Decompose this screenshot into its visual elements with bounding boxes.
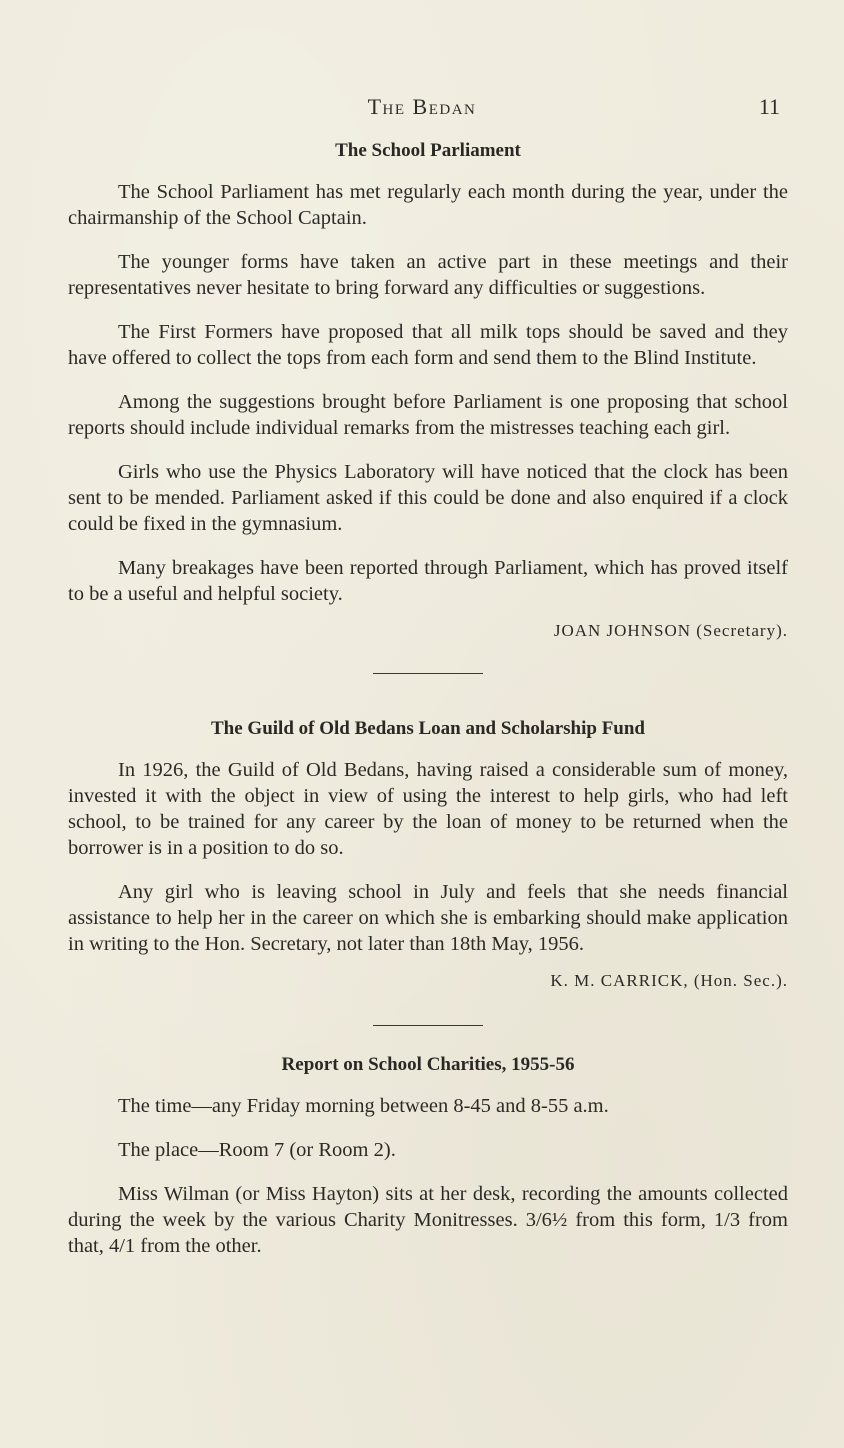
paragraph: The place—Room 7 (or Room 2). — [118, 1139, 396, 1161]
paragraph: Any girl who is leaving school in July and feels that she needs financial assistance to help her in the career on which she is embarking should make application in writing to the Hon. Secretary, not later than 18th May, 1956. — [68, 881, 788, 955]
paragraph: Many breakages have been reported through Parliament, which has proved itself to be a useful and helpful society. — [68, 557, 788, 605]
paragraph: The younger forms have taken an active part in these meetings and their representatives never hesitate to bring forward any difficulties or suggestions. — [68, 251, 788, 299]
text-column — [68, 140, 788, 1259]
section-heading: Report on School Charities, 1955-56 — [281, 1054, 575, 1075]
running-title: The Bedan — [367, 94, 477, 119]
paragraph: The First Formers have proposed that all milk tops should be saved and they have offered to collect the tops from each form and send them to the Blind Institute. — [68, 321, 788, 369]
section-school-parliament — [68, 140, 788, 641]
page-header — [0, 94, 844, 124]
section-heading: The School Parliament — [335, 140, 521, 161]
paragraph: Girls who use the Physics Laboratory will have noticed that the clock has been sent to be mended. Parliament asked if this could be done and also enquired if a clock could be fixed in the gymnasium. — [68, 461, 788, 535]
section-heading: The Guild of Old Bedans Loan and Scholarship Fund — [211, 718, 645, 739]
section-divider — [373, 1025, 483, 1026]
paragraph: The time—any Friday morning between 8-45 and 8-55 a.m. — [118, 1095, 609, 1117]
section-school-charities — [68, 1054, 788, 1259]
paragraph: Miss Wilman (or Miss Hayton) sits at her desk, recording the amounts collected during the week by the various Charity Monitresses. 3/6½ from this form, 1/3 from that, 4/1 from the other. — [68, 1183, 788, 1257]
signature: JOAN JOHNSON (Secretary). — [553, 621, 788, 640]
page-number: 11 — [758, 94, 780, 119]
paragraph: The School Parliament has met regularly each month during the year, under the chairmanship of the School Captain. — [68, 181, 788, 229]
section-divider — [373, 673, 483, 674]
section-guild-loan-fund — [68, 718, 788, 991]
paragraph: Among the suggestions brought before Parliament is one proposing that school reports should include individual remarks from the mistresses teaching each girl. — [68, 391, 788, 439]
paragraph: In 1926, the Guild of Old Bedans, having raised a considerable sum of money, invested it with the object in view of using the interest to help girls, who had left school, to be trained for any career by the loan of money to be returned when the borrower is in a position to do so. — [68, 759, 788, 859]
signature: K. M. CARRICK, (Hon. Sec.). — [550, 971, 788, 990]
